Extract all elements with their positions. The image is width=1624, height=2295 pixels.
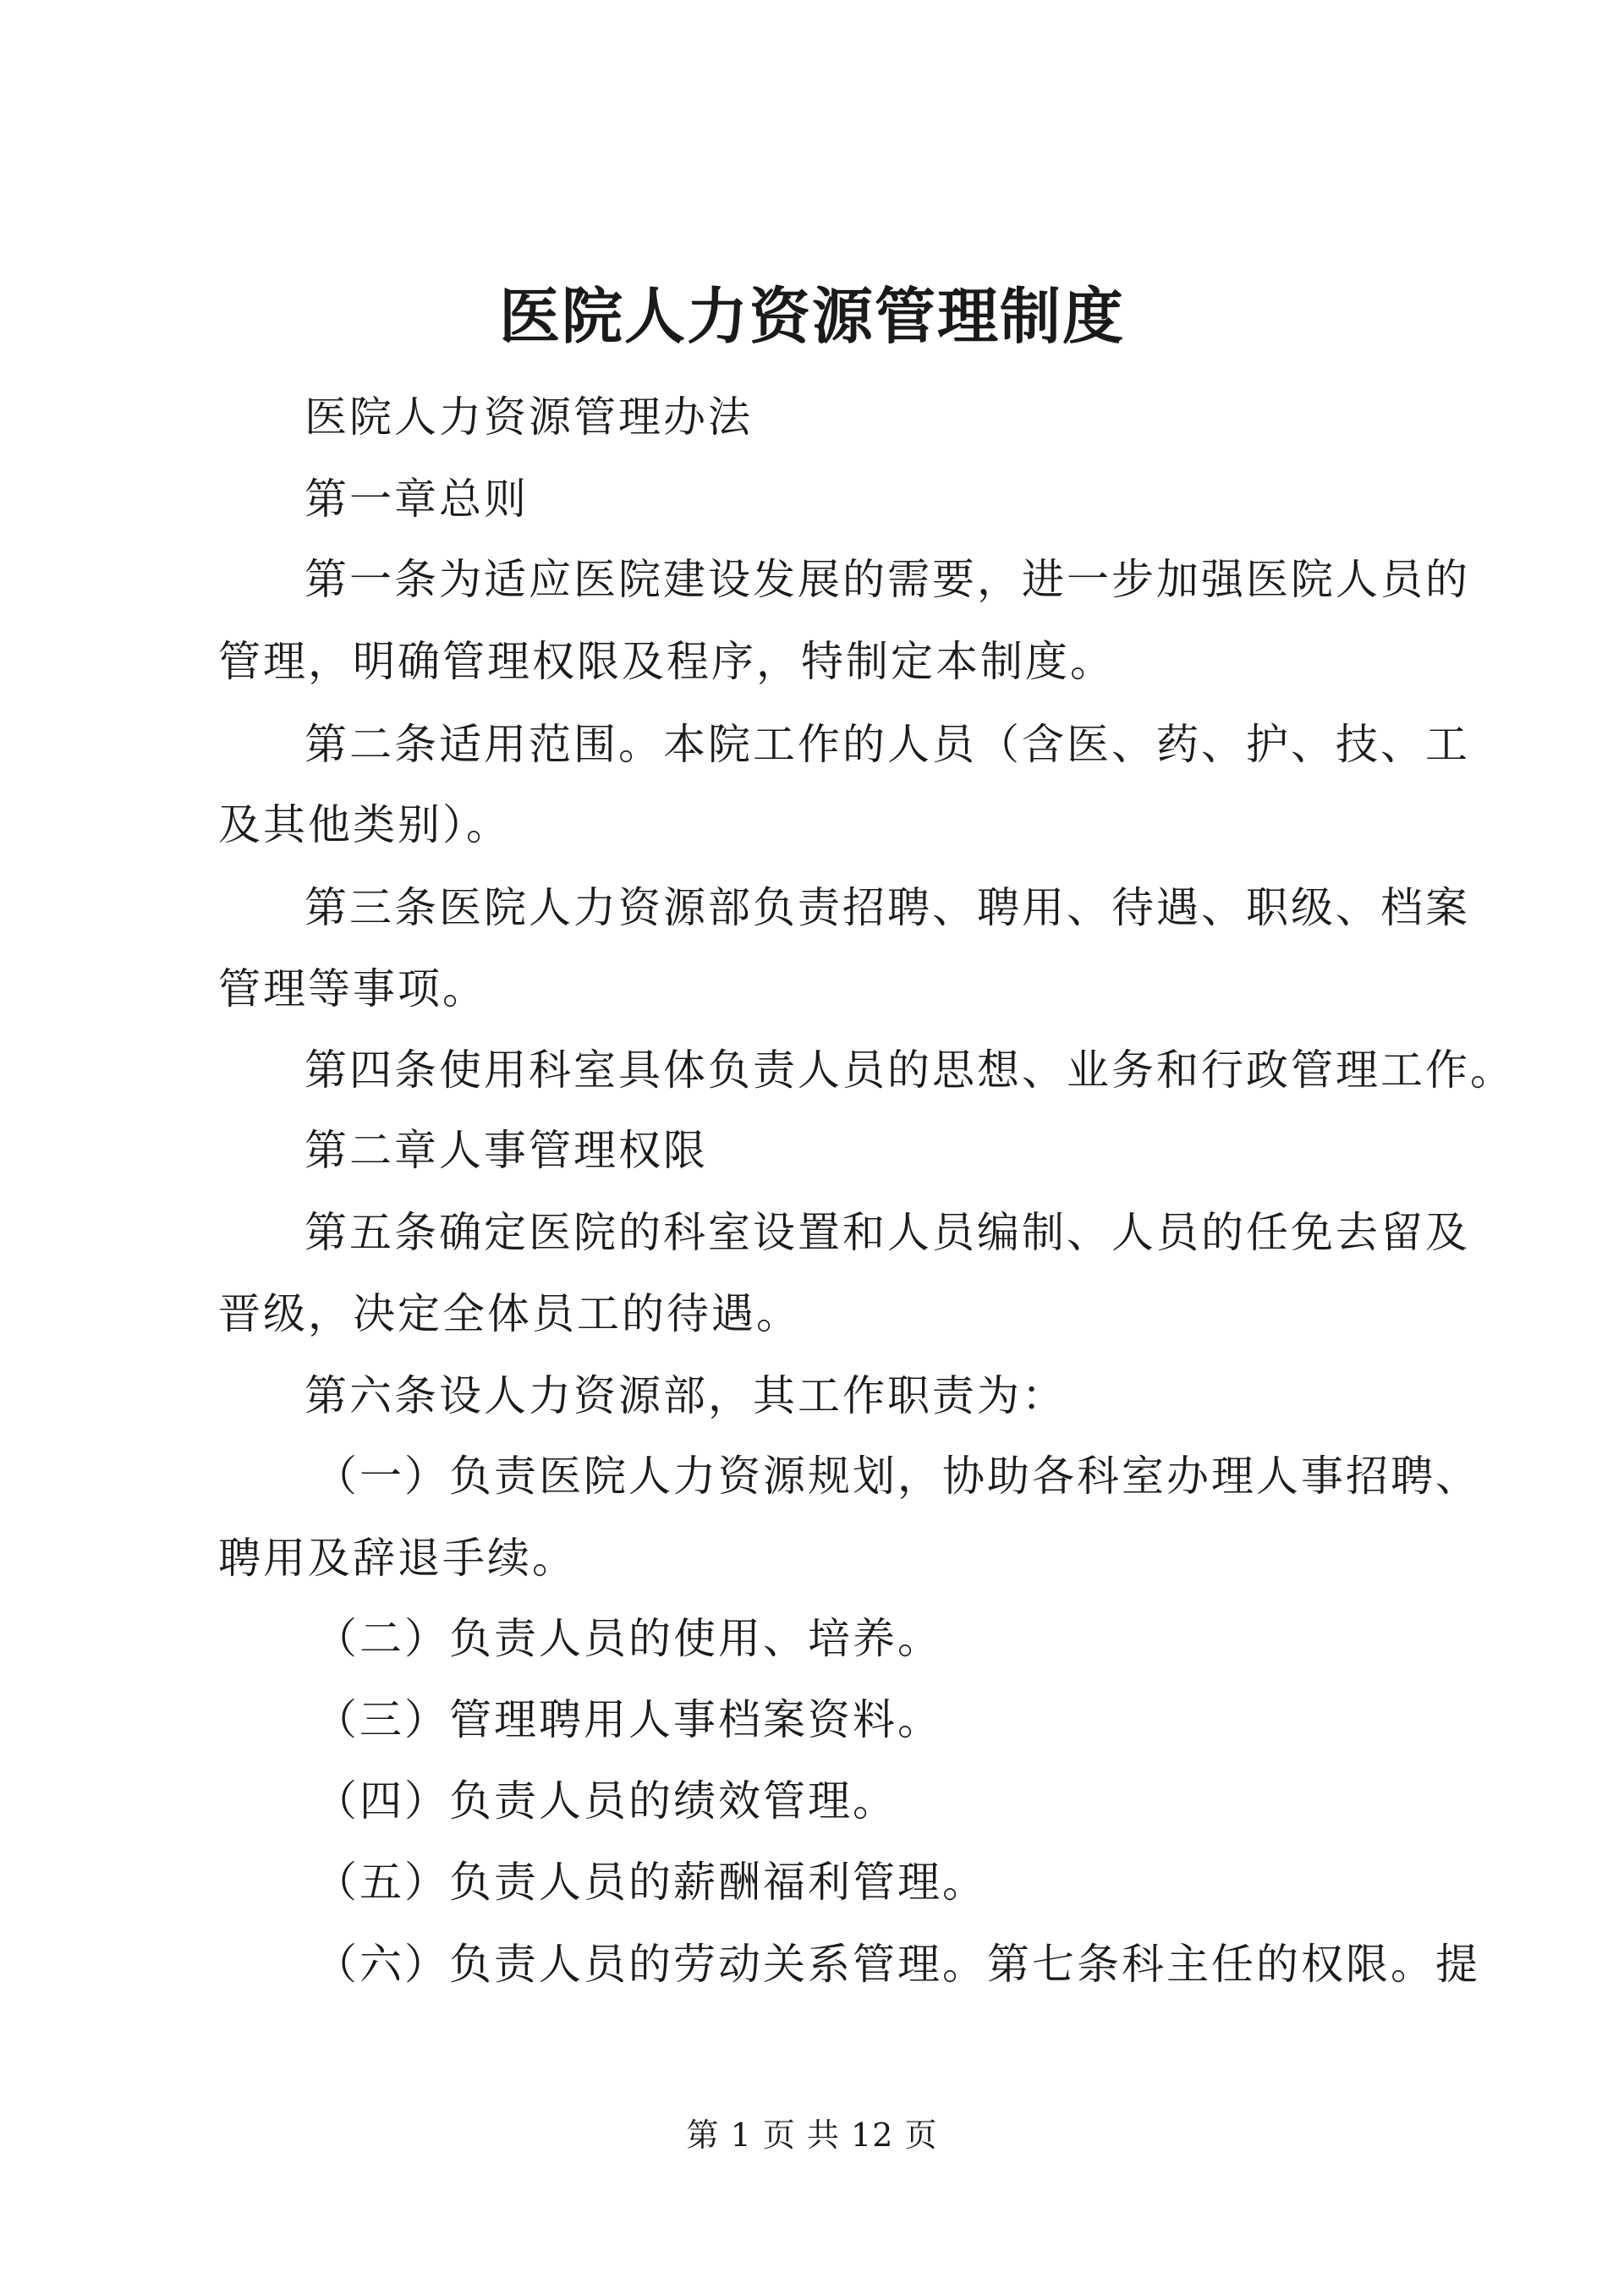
list-item: （五）负责人员的薪酬福利管理。 <box>315 1858 987 1907</box>
paragraph-line: 第三条医院人力资源部负责招聘、聘用、待遇、职级、档案 <box>304 883 1470 932</box>
paragraph-line: 第二条适用范围。本院工作的人员（含医、药、护、技、工 <box>304 720 1470 769</box>
paragraph-line: 及其他类别）。 <box>218 800 511 849</box>
paragraph-line: 第一条为适应医院建设发展的需要，进一步加强医院人员的 <box>304 555 1470 604</box>
paragraph-line: 管理，明确管理权限及程序，特制定本制度。 <box>218 637 1115 686</box>
chapter-heading: 第二章人事管理权限 <box>304 1126 708 1175</box>
paragraph-line: 第五条确定医院的科室设置和人员编制、人员的任免去留及 <box>304 1208 1470 1257</box>
list-item: （二）负责人员的使用、培养。 <box>315 1614 942 1663</box>
document-title: 医院人力资源管理制度 <box>498 280 1125 352</box>
list-item: （一）负责医院人力资源规划，协助各科室办理人事招聘、 <box>315 1452 1480 1501</box>
paragraph-line: 聘用及辞退手续。 <box>218 1534 577 1583</box>
page-number-footer: 第 1 页 共 12 页 <box>686 2117 938 2154</box>
paragraph-line: 管理等事项。 <box>218 964 487 1013</box>
paragraph-line: 第四条使用科室具体负责人员的思想、业务和行政管理工作。 <box>304 1046 1515 1095</box>
chapter-heading: 第一章总则 <box>304 475 529 524</box>
list-item: （三）管理聘用人事档案资料。 <box>315 1695 942 1744</box>
subtitle-line: 医院人力资源管理办法 <box>304 393 753 442</box>
list-item: （四）负责人员的绩效管理。 <box>315 1776 897 1826</box>
paragraph-line: 晋级，决定全体员工的待遇。 <box>218 1289 801 1338</box>
list-item: （六）负责人员的劳动关系管理。第七条科主任的权限。提 <box>315 1940 1480 1989</box>
paragraph-line: 第六条设人力资源部，其工作职责为： <box>304 1371 1067 1420</box>
